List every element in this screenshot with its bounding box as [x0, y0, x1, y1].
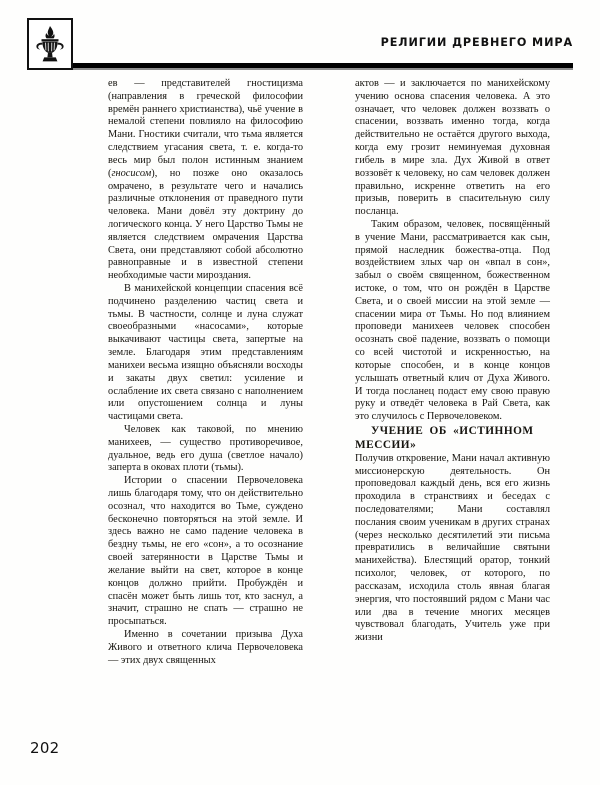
text-run: В манихейской концепции спасения всё подчинено разделению частиц света и тьмы. В частности, солнце и луна служат своеобразными «насосами», которые выкачивают частицы света, запертые на земле. Благодаря этим представлениям манихеи весьма изящно объясняли восходы и закаты двух светил: усиление и ослабление их света связано с наполнением или опустошением солнца и луны частицами света.	[108, 283, 303, 423]
paragraph	[355, 453, 550, 645]
term-italic: гносисом	[111, 167, 152, 179]
header-rule	[73, 63, 573, 68]
paragraph	[108, 629, 303, 667]
paragraph	[108, 475, 303, 629]
paragraph	[108, 424, 303, 475]
text-run: ев — представителей гностицизма (направления в греческой философии времён раннего христианства), чьё учение в немалой степени повлияло на философию Мани. Гностики считали, что тьма является следствием угасания света, т. е. когда-то весь мир был полон истинным знанием (	[108, 78, 303, 179]
text-run: Истории о спасении Первочеловека лишь благодаря тому, что он действительно осознал, что находится во Тьме, суждено бесконечно повторяться на этой земле. И здесь важно не само падение человека в бездну тьмы, не его «сон», а то осознание своей затерянности в Царстве Тьмы и желание выйти на свет, которое в конце концов должно прийти. Пробуждён и спасён может быть лишь тот, кто заснул, а значит, страшно не спать — страшно не просыпаться.	[108, 475, 303, 628]
text-run: ), но позже оно оказалось омрачено, в результате чего и начались различные отклонения от праведного пути человека. Мани довёл эту доктрину до логического конца. У него Царство Тьмы не является следствием омрачения Царства Света, они представляют собой абсолютно равноправные и в известной степени необходимые части мироздания.	[108, 167, 303, 282]
text-run: Получив откровение, Мани начал активную миссионерскую деятельность. Он проповедовал каждый день, вся его жизнь проходила в странствиях и беседах с последователями; Мани составлял послания своим ученикам в других странах (через несколько десятилетий эти письма превратились в величайшие святыни манихейства). Блестящий оратор, тонкий психолог, человек, от которого, по рассказам, исходила столь явная благая энергия, что постоявший рядом с Мани час или два в течение многих месяцев чувствовал благодать, Учитель уже при жизни	[355, 452, 550, 644]
paragraph	[355, 78, 550, 219]
paragraph	[355, 219, 550, 424]
text-run: актов — и заключается по манихейскому учению основа спасения человека. А это означает, что человек должен воззвать о спасении, воззвать именно тогда, когда действительно не остаётся другого выхода, когда ему грозит неминуемая духовная гибель в мире зла. Дух Живой в ответ воззовёт к человеку, но сам человек должен правильно, искренне ответить на его призыв, поверить в спасительную силу посланца.	[355, 78, 550, 218]
text-run: Таким образом, человек, посвящённый в учение Мани, рассматривается как сын, прямой наследник божества-отца. Под воздействием злых чар он «впал в сон», забыл о своём священном, божественном истоке, о том, что он рождён в Царстве Света, и о своей миссии на этой земле — спасении мира от Тьмы. Но под влиянием проповеди манихеев человек способен осознать своё падение, воззвать о помощи со всей чистотой и искренностью, на которые способен, и в конце концов услышать ответный клич от Духа Живого. И тогда посланец подаст ему свою правую руку и отведёт человека в Рай Света, как это случилось с Первочеловеком.	[355, 218, 550, 423]
paragraph	[108, 78, 303, 283]
text-run: Человек как таковой, по мнению манихеев, — существо противоречивое, дуальное, ведь его душа (светлое начало) заперта в оковах плоти (тьмы).	[108, 423, 303, 474]
text-run: Именно в сочетании призыва Духа Живого и ответного клича Первочеловека — этих двух священных	[108, 628, 303, 666]
section-heading: УЧЕНИЕ ОБ «ИСТИННОМ МЕССИИ»	[355, 424, 534, 452]
running-title: РЕЛИГИИ ДРЕВНЕГО МИРА	[380, 36, 573, 49]
page-number: 202	[30, 739, 60, 757]
paragraph	[108, 283, 303, 424]
column-left	[108, 78, 303, 667]
text-columns	[0, 78, 600, 723]
running-header	[0, 18, 600, 74]
column-right	[355, 78, 550, 645]
flaming-urn-icon	[27, 18, 73, 70]
